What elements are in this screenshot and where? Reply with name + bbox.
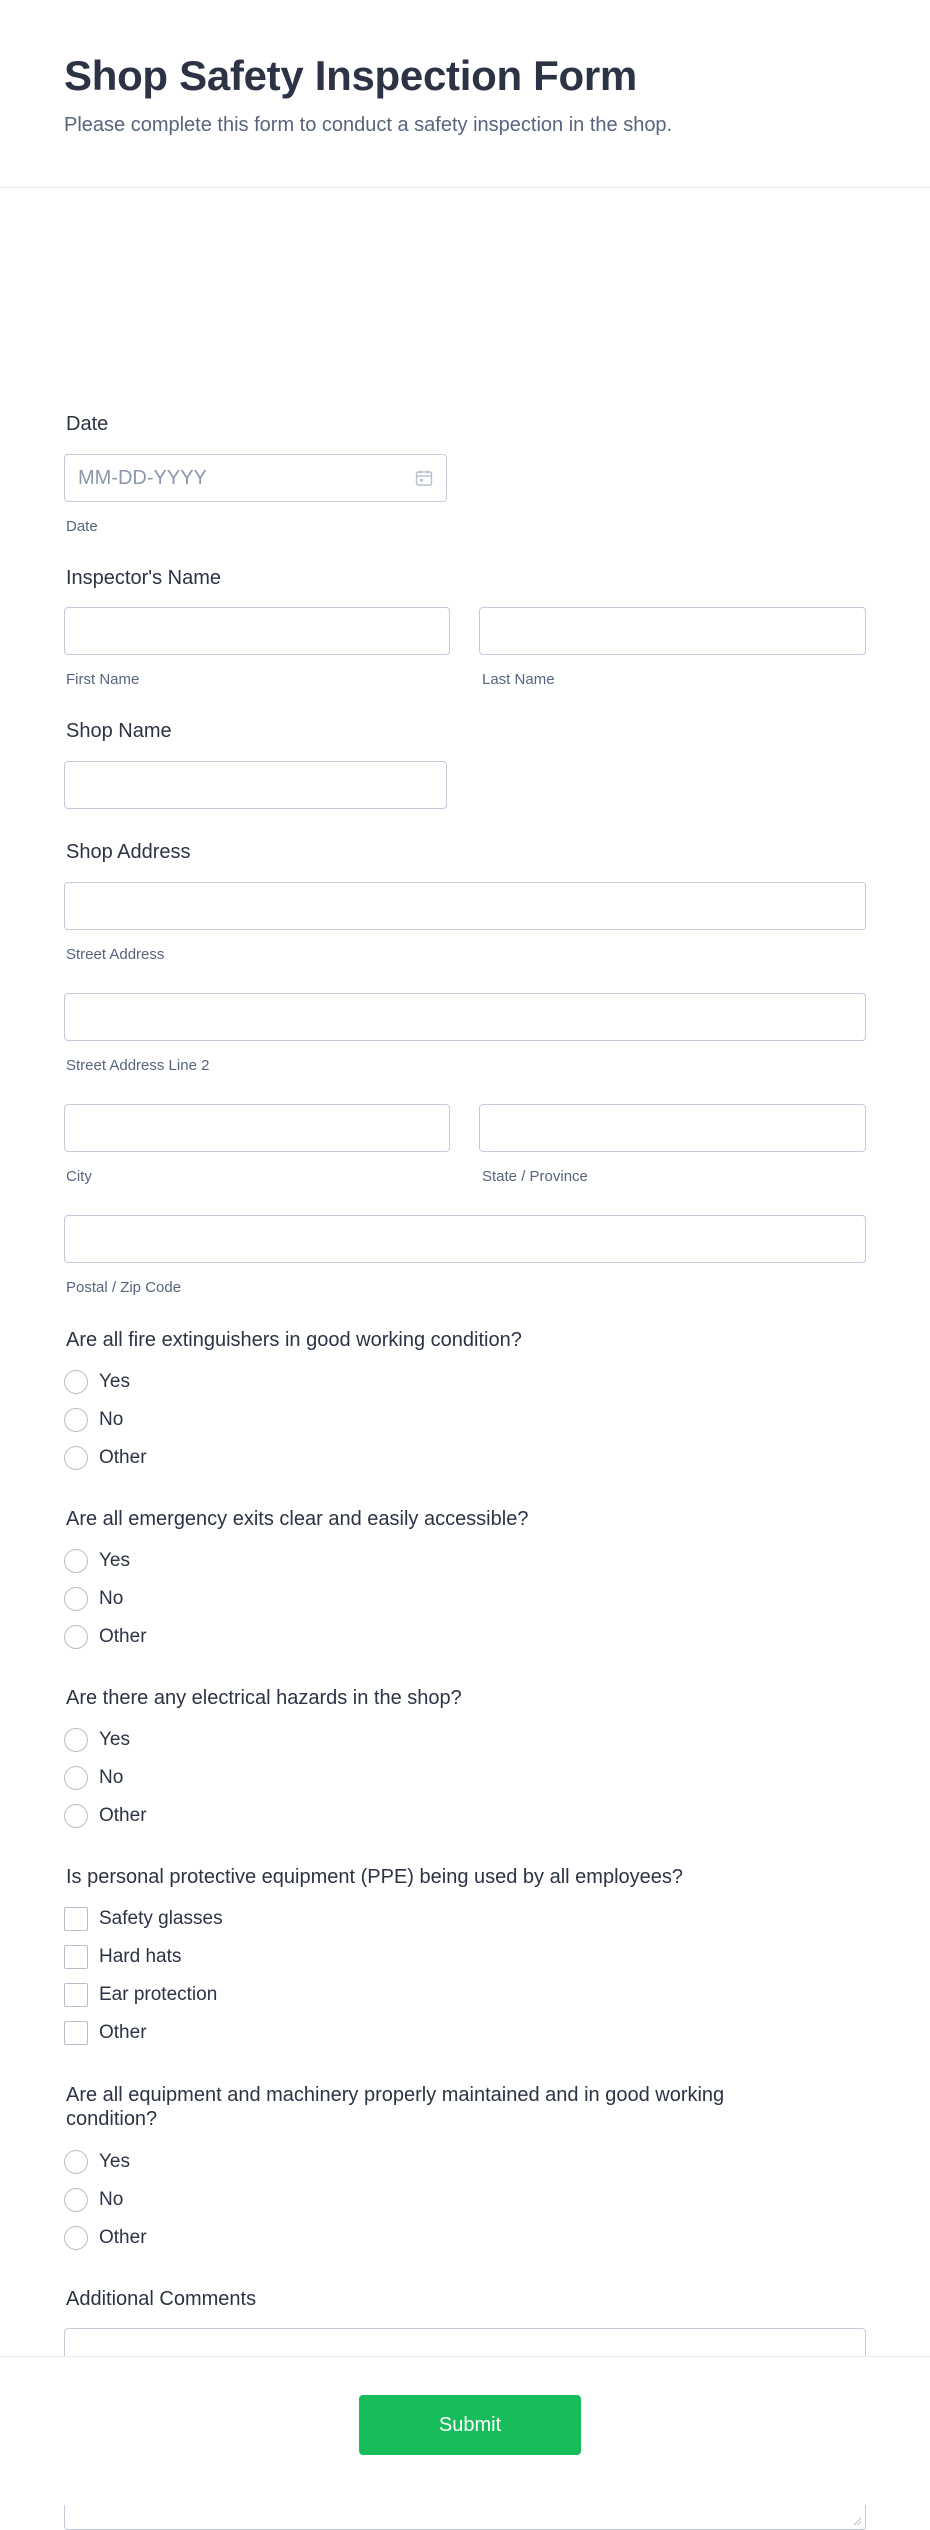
- checkbox[interactable]: [64, 2021, 88, 2045]
- option-label: No: [99, 1767, 124, 1788]
- radio-button[interactable]: [64, 1766, 88, 1790]
- form-footer: [0, 2356, 930, 2505]
- radio-button[interactable]: [64, 1408, 88, 1432]
- radio-button[interactable]: [64, 2188, 88, 2212]
- emergency-exits-options: [64, 1546, 147, 1652]
- checkbox-option[interactable]: [64, 1904, 223, 1934]
- inspector-name-label: Inspector's Name: [66, 567, 221, 589]
- zip-input[interactable]: [64, 1215, 866, 1263]
- option-label: Yes: [99, 1550, 130, 1571]
- radio-option[interactable]: [64, 1546, 147, 1576]
- state-input[interactable]: [479, 1104, 866, 1152]
- form-header: [0, 0, 930, 188]
- radio-option[interactable]: [64, 2185, 147, 2215]
- radio-option[interactable]: [64, 1443, 147, 1473]
- street-address-line2-input[interactable]: [64, 993, 866, 1041]
- question-fire-extinguishers: Are all fire extinguishers in good working condition?: [66, 1329, 522, 1351]
- radio-button[interactable]: [64, 1728, 88, 1752]
- shop-name-label: Shop Name: [66, 720, 172, 742]
- option-label: No: [99, 1409, 124, 1430]
- radio-button[interactable]: [64, 2150, 88, 2174]
- radio-option[interactable]: [64, 1763, 147, 1793]
- checkbox-option[interactable]: [64, 2018, 223, 2048]
- fire-extinguishers-options: [64, 1367, 147, 1473]
- zip-sublabel: Postal / Zip Code: [66, 1279, 182, 1296]
- street-address-input[interactable]: [64, 882, 866, 930]
- option-label: Other: [99, 2022, 147, 2043]
- radio-option[interactable]: [64, 1801, 147, 1831]
- radio-option[interactable]: [64, 2223, 147, 2253]
- option-label: Other: [99, 1626, 147, 1647]
- additional-comments-label: Additional Comments: [66, 2288, 257, 2310]
- first-name-input[interactable]: [64, 607, 450, 655]
- radio-button[interactable]: [64, 1625, 88, 1649]
- option-label: Yes: [99, 2151, 130, 2172]
- date-label: Date: [66, 413, 109, 435]
- checkbox-option[interactable]: [64, 1980, 223, 2010]
- state-sublabel: State / Province: [482, 1168, 588, 1185]
- checkbox[interactable]: [64, 1983, 88, 2007]
- checkbox[interactable]: [64, 1945, 88, 1969]
- ppe-options: [64, 1904, 223, 2048]
- option-label: No: [99, 2189, 124, 2210]
- last-name-sublabel: Last Name: [482, 671, 555, 688]
- calendar-icon[interactable]: [415, 469, 433, 487]
- first-name-sublabel: First Name: [66, 671, 140, 688]
- option-label: Safety glasses: [99, 1908, 223, 1929]
- submit-button[interactable]: Submit: [359, 2395, 581, 2455]
- radio-option[interactable]: [64, 1725, 147, 1755]
- radio-button[interactable]: [64, 1370, 88, 1394]
- date-sublabel: Date: [66, 518, 98, 535]
- shop-name-input[interactable]: [64, 761, 447, 809]
- radio-button[interactable]: [64, 1804, 88, 1828]
- street-address-line2-sublabel: Street Address Line 2: [66, 1057, 210, 1074]
- option-label: Other: [99, 1447, 147, 1468]
- question-ppe: Is personal protective equipment (PPE) being used by all employees?: [66, 1866, 684, 1888]
- radio-option[interactable]: [64, 1622, 147, 1652]
- option-label: Hard hats: [99, 1946, 182, 1967]
- electrical-hazards-options: [64, 1725, 147, 1831]
- city-input[interactable]: [64, 1104, 450, 1152]
- option-label: Yes: [99, 1371, 130, 1392]
- radio-button[interactable]: [64, 2226, 88, 2250]
- radio-option[interactable]: [64, 2147, 147, 2177]
- radio-button[interactable]: [64, 1549, 88, 1573]
- radio-button[interactable]: [64, 1446, 88, 1470]
- option-label: Other: [99, 2227, 147, 2248]
- radio-option[interactable]: [64, 1405, 147, 1435]
- resize-grip-icon[interactable]: [852, 2516, 862, 2526]
- form-title: Shop Safety Inspection Form: [64, 52, 637, 99]
- form-subtitle: Please complete this form to conduct a safety inspection in the shop.: [64, 114, 673, 136]
- option-label: Other: [99, 1805, 147, 1826]
- option-label: Ear protection: [99, 1984, 218, 2005]
- question-electrical-hazards: Are there any electrical hazards in the shop?: [66, 1687, 462, 1709]
- city-sublabel: City: [66, 1168, 92, 1185]
- radio-option[interactable]: [64, 1367, 147, 1397]
- radio-option[interactable]: [64, 1584, 147, 1614]
- checkbox[interactable]: [64, 1907, 88, 1931]
- option-label: No: [99, 1588, 124, 1609]
- radio-button[interactable]: [64, 1587, 88, 1611]
- question-emergency-exits: Are all emergency exits clear and easily accessible?: [66, 1508, 529, 1530]
- checkbox-option[interactable]: [64, 1942, 223, 1972]
- date-placeholder: MM-DD-YYYY: [78, 466, 207, 489]
- street-address-sublabel: Street Address: [66, 946, 165, 963]
- shop-address-label: Shop Address: [66, 841, 191, 863]
- option-label: Yes: [99, 1729, 130, 1750]
- date-input[interactable]: [64, 454, 447, 502]
- question-equipment-maintained: Are all equipment and machinery properly maintained and in good working condition?: [66, 2084, 725, 2130]
- equipment-maintained-options: [64, 2147, 147, 2253]
- last-name-input[interactable]: [479, 607, 866, 655]
